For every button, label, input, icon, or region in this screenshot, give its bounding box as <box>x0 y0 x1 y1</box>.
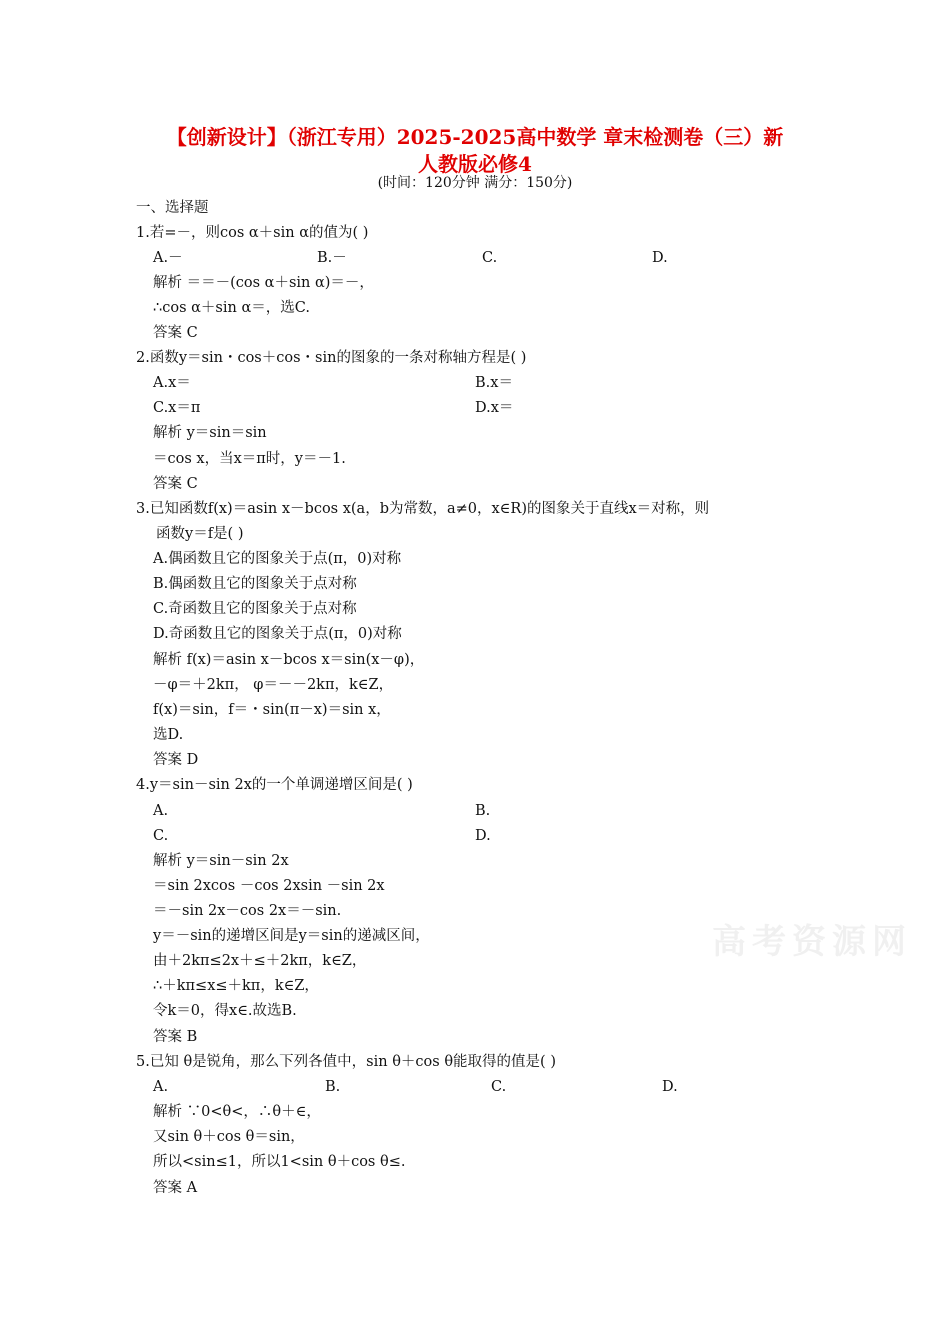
q3-option-a: A.偶函数且它的图象关于点(π，0)对称 <box>153 551 402 567</box>
document-title <box>120 124 830 178</box>
q5-option-b: B. <box>325 1079 341 1095</box>
q3-analysis-line: －φ＝＋2kπ， φ＝－－2kπ，k∈Z， <box>153 677 394 693</box>
q4-analysis-line: 由＋2kπ≤2x＋≤＋2kπ，k∈Z， <box>153 953 367 969</box>
q1-option-d: D. <box>652 250 668 266</box>
section-heading: 一、选择题 <box>136 200 209 216</box>
q1-option-c: C. <box>482 250 498 266</box>
q4-analysis-line: ∴＋kπ≤x≤＋kπ，k∈Z， <box>153 978 319 994</box>
question-2-stem: 2.函数y＝sin・cos＋cos・sin的图象的一条对称轴方程是( ) <box>136 350 527 366</box>
q5-analysis-line: 又sin θ＋cos θ＝sin， <box>153 1129 305 1145</box>
q4-analysis-line: ＝sin 2xcos －cos 2xsin －sin 2x <box>153 878 385 894</box>
q4-answer: 答案 B <box>153 1029 198 1045</box>
q4-option-d: D. <box>475 828 491 844</box>
q3-analysis-line: 选D. <box>153 727 184 743</box>
q5-answer: 答案 A <box>153 1180 198 1196</box>
q5-analysis-line: 解析 ∵0<θ<，∴θ＋∈， <box>153 1104 321 1120</box>
q5-option-a: A. <box>153 1079 169 1095</box>
q4-analysis-line: ＝－sin 2x－cos 2x＝－sin. <box>153 903 342 919</box>
q5-option-d: D. <box>662 1079 678 1095</box>
title-line-1: 【创新设计】（浙江专用）2025-2025高中数学 章末检测卷（三）新 <box>166 125 784 149</box>
q4-analysis-line: 令k＝0，得x∈.故选B. <box>153 1003 297 1019</box>
q3-option-d: D.奇函数且它的图象关于点(π，0)对称 <box>153 626 402 642</box>
q2-analysis-line: 解析 y＝sin＝sin <box>153 425 267 441</box>
title-line-2: 人教版必修4 <box>418 152 532 176</box>
q2-option-c: C.x＝π <box>153 400 201 416</box>
q1-analysis-line: ∴cos α＋sin α＝，选C. <box>153 300 310 316</box>
watermark: 高考资源网 <box>712 922 912 962</box>
q3-analysis-line: f(x)＝sin，f＝・sin(π－x)＝sin x， <box>153 702 391 718</box>
q3-option-c: C.奇函数且它的图象关于点对称 <box>153 601 357 617</box>
q4-option-a: A. <box>153 803 169 819</box>
q4-analysis-line: y＝－sin的递增区间是y＝sin的递减区间， <box>153 928 430 944</box>
q3-analysis-line: 解析 f(x)＝asin x－bcos x＝sin(x－φ)， <box>153 652 425 668</box>
q3-answer: 答案 D <box>153 752 199 768</box>
question-5-stem: 5.已知 θ是锐角，那么下列各值中，sin θ＋cos θ能取得的值是( ) <box>136 1054 556 1070</box>
q1-answer: 答案 C <box>153 325 198 341</box>
q4-option-b: B. <box>475 803 491 819</box>
question-3-stem-cont: 函数y＝f是( ) <box>156 526 244 542</box>
q2-option-b: B.x＝ <box>475 375 513 391</box>
question-3-stem: 3.已知函数f(x)＝asin x－bcos x(a，b为常数，a≠0，x∈R)的图象关于直线x＝对称，则 <box>136 501 710 517</box>
q1-analysis-line: 解析 ＝＝－(cos α＋sin α)＝－， <box>153 275 374 291</box>
q5-analysis-line: 所以<sin≤1，所以1<sin θ＋cos θ≤. <box>153 1154 406 1170</box>
exam-info: (时间：120分钟 满分：150分) <box>377 175 573 191</box>
q2-option-a: A.x＝ <box>153 375 191 391</box>
q1-option-a: A.－ <box>153 250 183 266</box>
q2-answer: 答案 C <box>153 476 198 492</box>
q2-analysis-line: ＝cos x，当x＝π时，y＝－1. <box>153 451 346 467</box>
question-1-stem: 1.若=－，则cos α＋sin α的值为( ) <box>136 225 369 241</box>
q4-analysis-line: 解析 y＝sin－sin 2x <box>153 853 289 869</box>
q5-option-c: C. <box>491 1079 507 1095</box>
q1-option-b: B.－ <box>317 250 347 266</box>
q2-option-d: D.x＝ <box>475 400 514 416</box>
q3-option-b: B.偶函数且它的图象关于点对称 <box>153 576 357 592</box>
q4-option-c: C. <box>153 828 169 844</box>
question-4-stem: 4.y＝sin－sin 2x的一个单调递增区间是( ) <box>136 777 413 793</box>
